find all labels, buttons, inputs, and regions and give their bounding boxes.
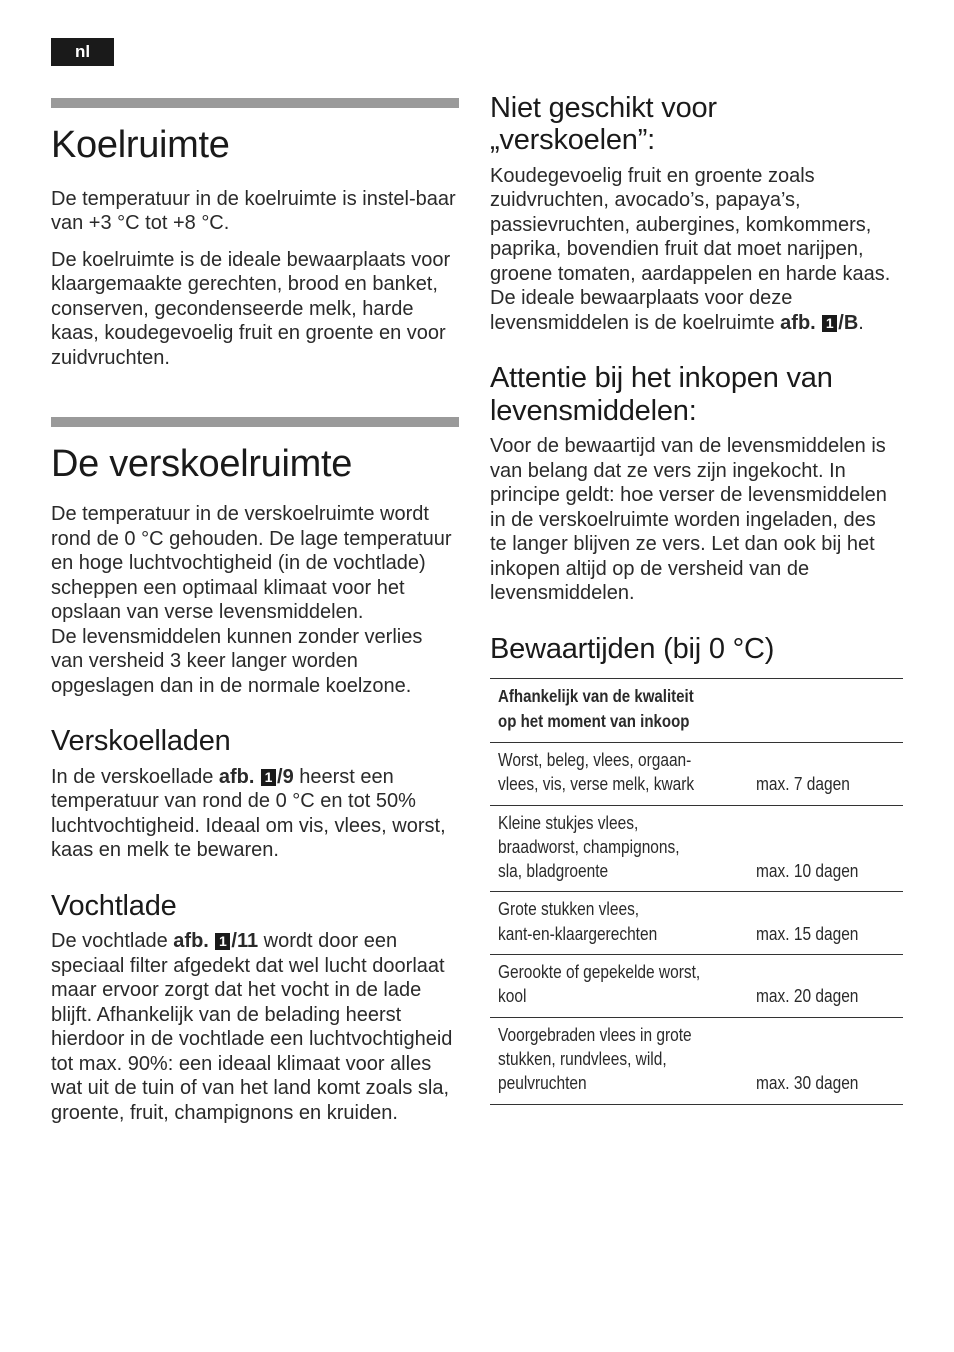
table-cell-item: Kleine stukjes vlees, braadworst, champignons, sla, bladgroente <box>490 805 748 892</box>
table-cell-time: max. 10 dagen <box>748 805 903 892</box>
subsection-title-bewaartijden: Bewaartijden (bij 0 °C) <box>490 632 775 665</box>
language-tag: nl <box>51 38 114 66</box>
storage-times-table <box>490 678 903 1104</box>
subsection-title-verskoelladen: Verskoelladen <box>51 725 231 758</box>
figure-reference: afb. 1 /9 <box>218 765 294 788</box>
figure-reference: afb. 1 /11 <box>173 930 259 953</box>
vochtlade-paragraph: De vochtlade afb. 1 /11 wordt door een speciaal filter afgedekt dat wel lucht doorlaat maar ervoor zorgt dat het vocht in de lade blijft. Afhankelijk van de belading heerst hierdoor in de vochtlade een luchtvochtigheid tot max. 90%: een ideaal klimaat voor alles wat uit de tuin of van het land komt zoals sla, groente, fruit, champignons en kruiden. <box>51 930 453 1124</box>
table-cell-time: max. 30 dagen <box>748 1017 903 1104</box>
table-row <box>490 892 903 955</box>
subsection-title-vochtlade: Vochtlade <box>51 889 177 922</box>
table-header-line: op het moment van inkoop <box>498 710 690 731</box>
table-row <box>490 742 903 805</box>
koelruimte-paragraph-2: De koelruimte is de ideale bewaarplaats voor klaargemaakte gerechten, brood en banket, conserven, gecondenseerde melk, harde kaas, koudegevoelig fruit en groente en voor zuidvruchten. <box>51 248 451 369</box>
verskoelruimte-paragraph-1: De temperatuur in de verskoelruimte wordt rond de 0 °C gehouden. De lage temperatuur en hoge luchtvochtigheid (in de vochtlade) scheppen een optimaal klimaat voor het opslaan van verse levensmiddelen. <box>51 503 452 624</box>
niet-geschikt-paragraph: Koudegevoelig fruit en groente zoals zuidvruchten, avocado’s, papaya’s, passievruchten, aubergines, komkommers, paprika, bovendien fruit dat moet narijpen, groene tomaten, aardappelen en harde kaas. De ideale bewaarplaats voor deze levensmiddelen is de koelruimte afb. 1 /B. <box>490 164 891 334</box>
table-cell-time: max. 20 dagen <box>748 955 903 1018</box>
figure-number-badge: 1 <box>215 933 230 950</box>
section-title-verskoelruimte: De verskoelruimte <box>51 443 353 486</box>
section-title-koelruimte: Koelruimte <box>51 124 230 166</box>
table-header-line: Afhankelijk van de kwaliteit <box>498 686 694 707</box>
section-rule <box>51 417 459 427</box>
attentie-paragraph: Voor de bewaartijd van de levensmiddelen is van belang dat ze vers zijn ingekocht. In principe geldt: hoe verser de levensmiddelen in de verskoelruimte worden ingeladen, des te langer blijven ze vers. Let dan ook bij het inkopen altijd op de versheid van de levensmiddelen. <box>490 435 887 605</box>
section-rule <box>51 98 459 108</box>
verskoelruimte-paragraph-2: De levensmiddelen kunnen zonder verlies van versheid 3 keer langer worden opgeslagen dan in de normale koelzone. <box>51 625 423 697</box>
table-cell-time: max. 7 dagen <box>748 742 903 805</box>
left-column <box>51 98 459 1125</box>
table-cell-item: Voorgebraden vlees in grote stukken, rundvlees, wild, peulvruchten <box>490 1017 748 1104</box>
right-column <box>490 92 903 1105</box>
table-header-cell <box>490 679 903 743</box>
table-row <box>490 1017 903 1104</box>
subsection-title-attentie: Attentie bij het inkopen van levensmiddelen: <box>490 362 833 427</box>
figure-number-badge: 1 <box>822 315 837 332</box>
table-row <box>490 955 903 1018</box>
table-cell-item: Grote stukken vlees, kant-en-klaargerechten <box>490 892 748 955</box>
koelruimte-paragraph-1: De temperatuur in de koelruimte is instel-baar van +3 °C tot +8 °C. <box>51 187 456 235</box>
table-cell-item: Gerookte of gepekelde worst, kool <box>490 955 748 1018</box>
figure-number-badge: 1 <box>261 769 276 786</box>
table-cell-time: max. 15 dagen <box>748 892 903 955</box>
table-cell-item: Worst, beleg, vlees, orgaan- vlees, vis, verse melk, kwark <box>490 742 748 805</box>
table-row <box>490 805 903 892</box>
verskoelladen-paragraph: In de verskoellade afb. 1 /9 heerst een temperatuur van rond de 0 °C en tot 50% luchtvochtigheid. Ideaal om vis, vlees, worst, kaas en melk te bewaren. <box>51 765 446 862</box>
figure-reference: afb. 1 /B <box>780 311 859 334</box>
subsection-title-niet-geschikt: Niet geschikt voor „verskoelen”: <box>490 92 717 157</box>
table-header-row <box>490 679 903 743</box>
